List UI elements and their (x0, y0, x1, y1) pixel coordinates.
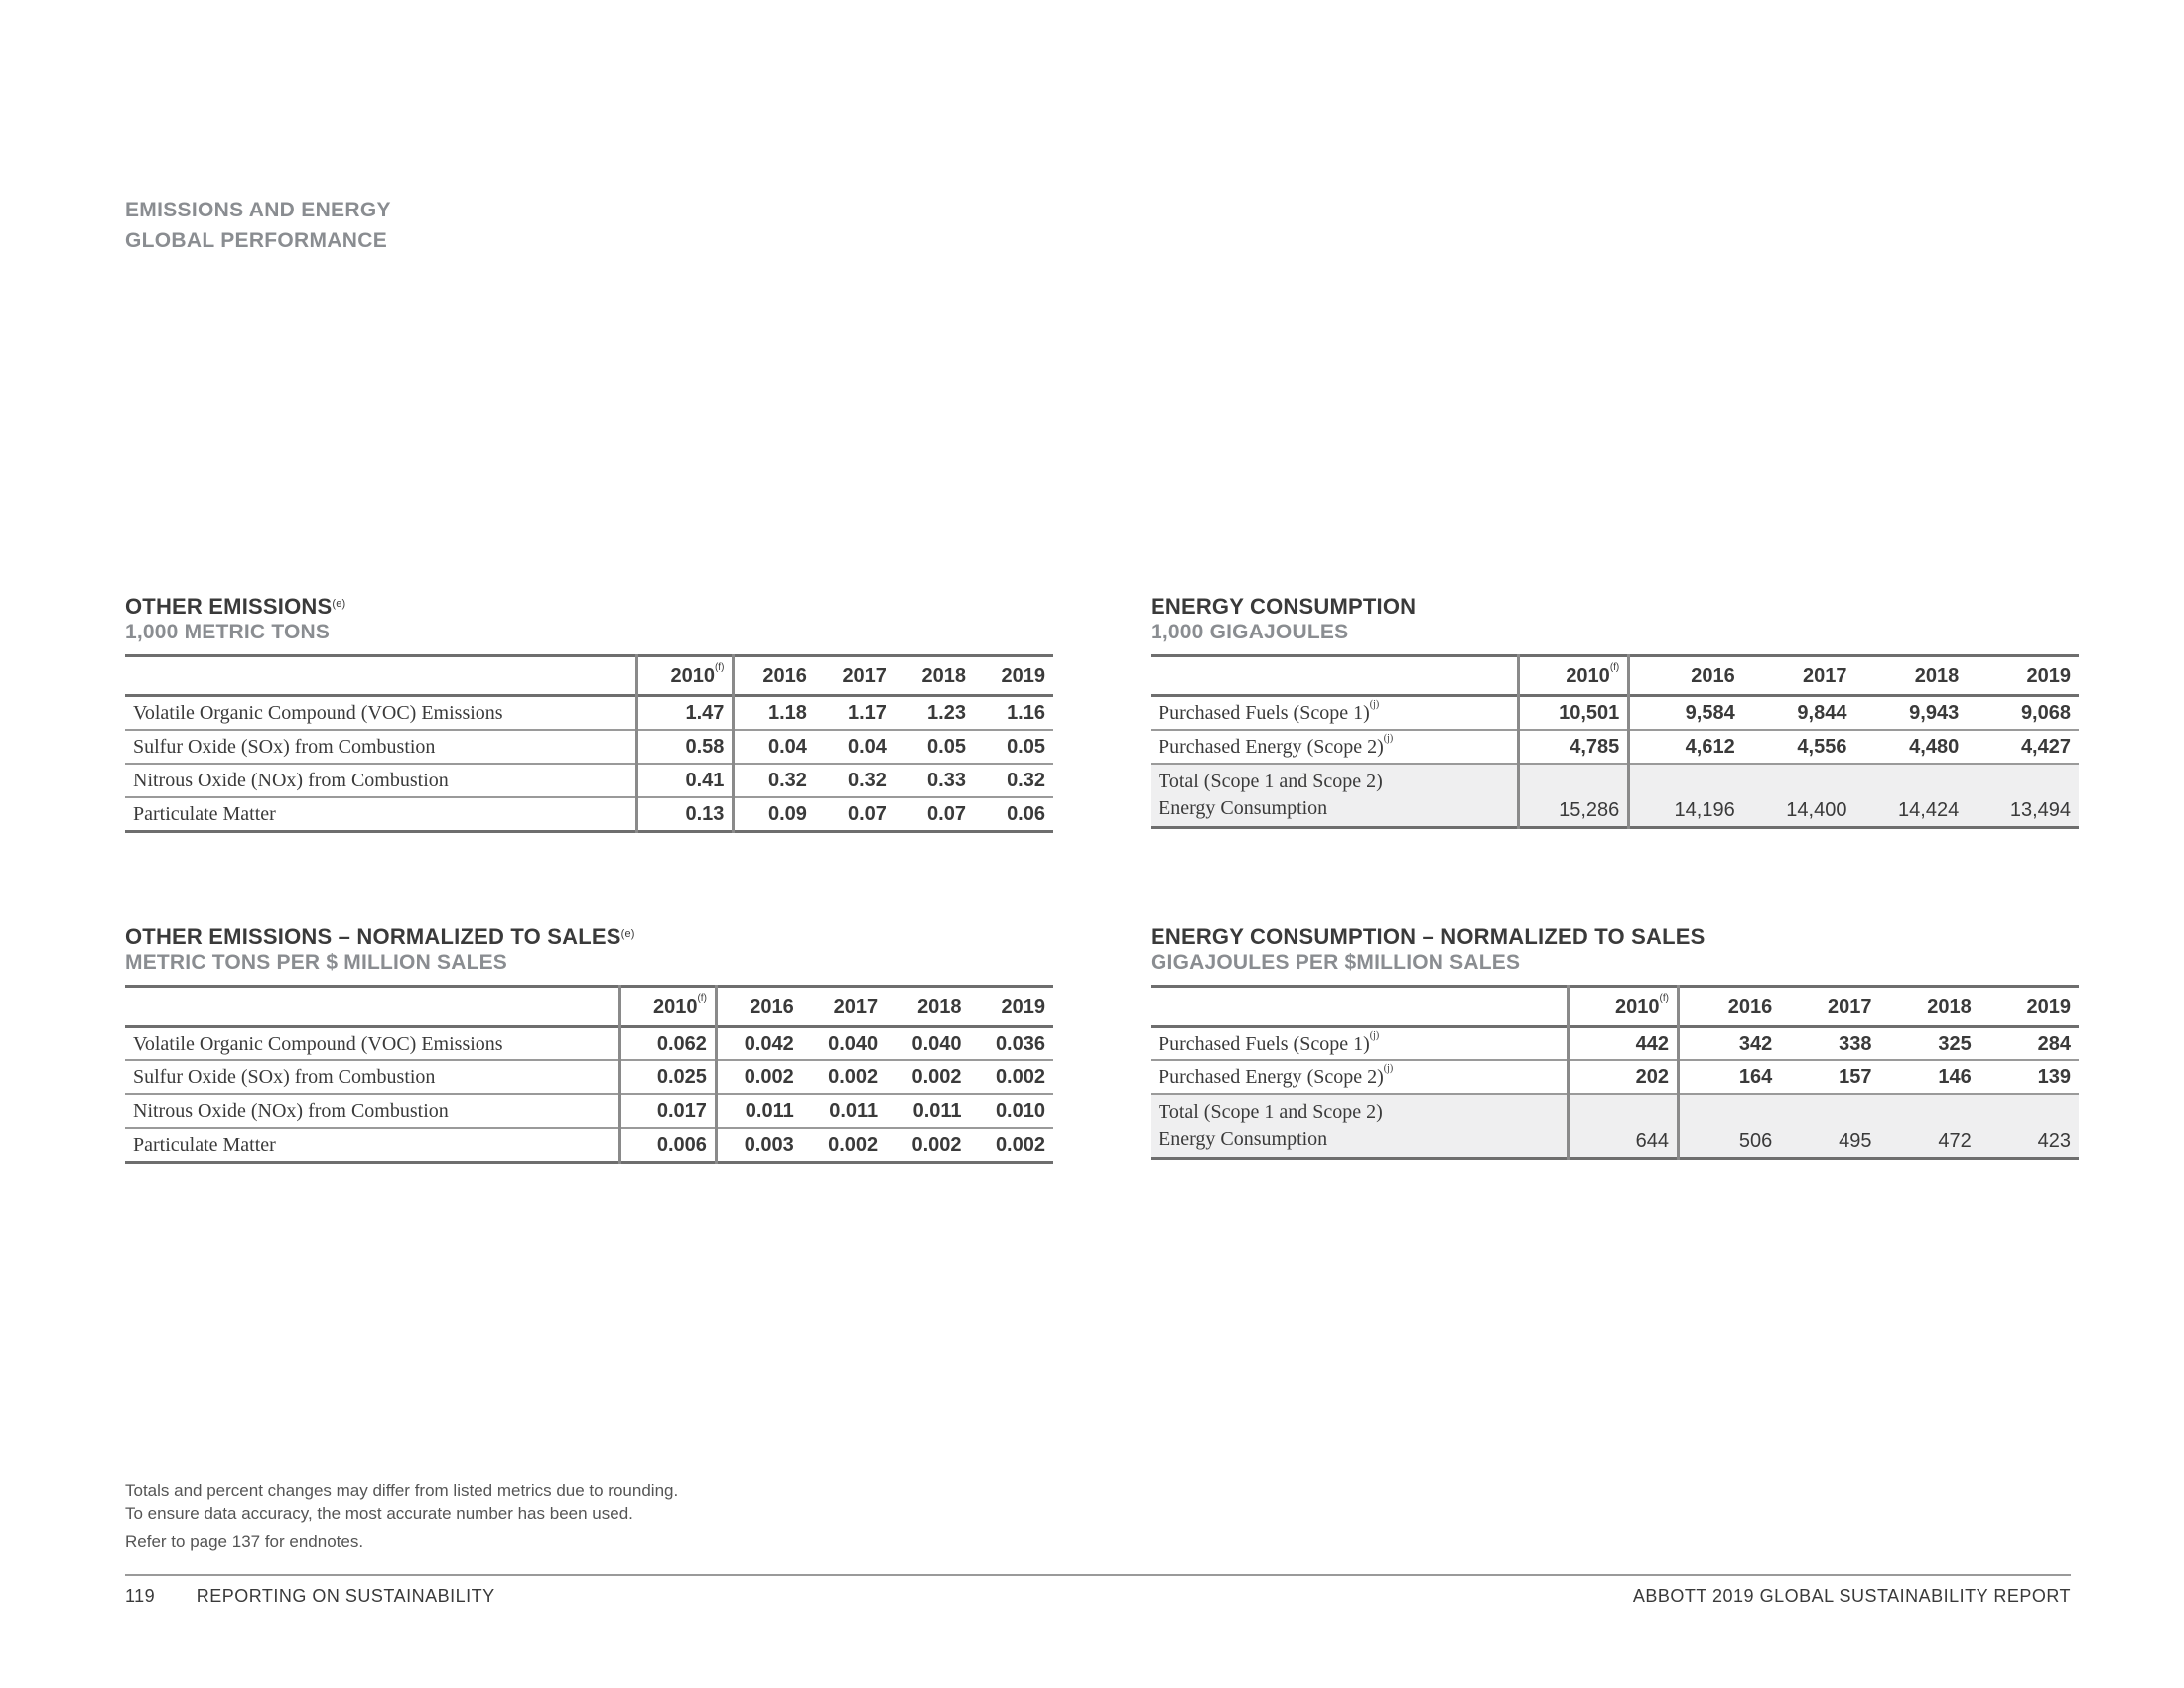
cell: 0.32 (848, 769, 887, 791)
cell: 157 (1839, 1065, 1872, 1088)
table-header-row (1151, 656, 2079, 696)
row-label: Nitrous Oxide (NOx) from Combustion (133, 1099, 449, 1122)
table-header-row (125, 656, 1053, 696)
row-label: Volatile Organic Compound (VOC) Emissions (133, 701, 503, 724)
table-row (125, 797, 1053, 832)
other-emissions-normalized-table (125, 985, 1053, 1164)
year-header: 2016 (762, 664, 807, 687)
row-label: Sulfur Oxide (SOx) from Combustion (133, 735, 436, 758)
year-header: 2010$^{(f)}$ (619, 987, 716, 1027)
report-title: ABBOTT 2019 GLOBAL SUSTAINABILITY REPORT (1632, 1586, 2071, 1606)
cell: 284 (2037, 1032, 2071, 1055)
cell: 139 (2037, 1065, 2071, 1088)
cell: 0.002 (744, 1065, 794, 1088)
cell: 4,556 (1797, 735, 1847, 758)
table-header-row (1151, 987, 2079, 1027)
cell: 146 (1938, 1065, 1972, 1088)
cell: 1.18 (767, 701, 807, 724)
other-emissions-table (125, 654, 1053, 833)
page-number: 119 (125, 1586, 156, 1606)
cell: 442 (1568, 1027, 1678, 1061)
table-row (125, 1094, 1053, 1128)
cell: 0.042 (744, 1032, 794, 1055)
cell: 4,480 (1909, 735, 1960, 758)
cell: 14,424 (1854, 764, 1967, 828)
cell: 0.011 (912, 1099, 962, 1122)
cell: 0.002 (911, 1065, 962, 1088)
cell: 0.05 (927, 735, 966, 758)
cell: 495 (1780, 1094, 1879, 1159)
cell: 0.07 (927, 802, 966, 825)
cell: 13,494 (1967, 764, 2079, 828)
cell: 0.017 (619, 1094, 716, 1128)
cell: 0.062 (619, 1027, 716, 1061)
year-header: 2019 (1001, 995, 1045, 1018)
cell: 0.32 (767, 769, 807, 791)
cell: 0.04 (848, 735, 887, 758)
year-header: 2016 (750, 995, 794, 1018)
row-label: Purchased Energy (Scope 2)$^{(j)}$ (1159, 732, 1394, 758)
total-row (1151, 764, 2079, 828)
cell: 14,196 (1629, 764, 1743, 828)
cell: 0.002 (828, 1065, 879, 1088)
table-title: OTHER EMISSIONS – NORMALIZED TO SALES$^{(e)}$ (125, 924, 635, 949)
year-header: 2017 (833, 995, 879, 1018)
year-header: 2010$^{(f)}$ (1519, 656, 1629, 696)
cell: 9,584 (1685, 701, 1735, 724)
cell: 338 (1839, 1032, 1872, 1055)
header-line-1: EMISSIONS AND ENERGY (125, 199, 391, 221)
year-header: 2018 (921, 664, 966, 687)
cell: 0.011 (829, 1099, 879, 1122)
table-unit: GIGAJOULES PER $MILLION SALES (1151, 951, 1521, 974)
row-label: Purchased Fuels (Scope 1)$^{(j)}$ (1159, 1029, 1380, 1055)
cell: 0.33 (927, 769, 966, 791)
table-row (1151, 1060, 2079, 1094)
year-header: 2016 (1727, 995, 1773, 1018)
year-header: 2019 (2026, 995, 2071, 1018)
other-emissions-normalized-block (125, 923, 1053, 1164)
footnote-line: Totals and percent changes may differ from listed metrics due to rounding. (125, 1481, 679, 1500)
cell: 1.47 (637, 696, 734, 731)
cell: 0.002 (911, 1133, 962, 1156)
year-header: 2016 (1691, 664, 1735, 687)
cell: 1.17 (848, 701, 887, 724)
table-row (1151, 730, 2079, 764)
cell: 0.010 (995, 1099, 1045, 1122)
table-unit: METRIC TONS PER $ MILLION SALES (125, 951, 508, 974)
cell: 0.002 (828, 1133, 879, 1156)
cell: 0.002 (995, 1133, 1045, 1156)
table-row (125, 1060, 1053, 1094)
table-title: ENERGY CONSUMPTION (1151, 594, 1417, 619)
table-row (1151, 1027, 2079, 1061)
cell: 472 (1879, 1094, 1979, 1159)
row-label: Sulfur Oxide (SOx) from Combustion (133, 1065, 436, 1088)
year-header: 2019 (1001, 664, 1045, 687)
total-row (1151, 1094, 2079, 1159)
cell: 0.41 (637, 764, 734, 797)
cell: 0.07 (848, 802, 887, 825)
section-name: REPORTING ON SUSTAINABILITY (196, 1586, 495, 1606)
footer-divider (125, 1574, 2071, 1576)
footnotes (125, 1479, 678, 1553)
cell: 423 (1979, 1094, 2079, 1159)
footnote-line: To ensure data accuracy, the most accurate number has been used. (125, 1504, 633, 1523)
energy-consumption-normalized-block (1151, 923, 2079, 1160)
cell: 644 (1568, 1094, 1678, 1159)
table-row (125, 730, 1053, 764)
cell: 9,068 (2020, 701, 2071, 724)
table-unit: 1,000 GIGAJOULES (1151, 621, 1349, 643)
table-row (1151, 696, 2079, 731)
year-header: 2018 (1927, 995, 1972, 1018)
cell: 164 (1738, 1065, 1773, 1088)
footer-left (125, 1586, 495, 1607)
cell: 0.006 (619, 1128, 716, 1163)
table-row (125, 696, 1053, 731)
cell: 0.003 (744, 1133, 794, 1156)
total-label: Total (Scope 1 and Scope 2) Energy Consumption (1151, 1094, 1568, 1159)
energy-consumption-block (1151, 593, 2079, 829)
cell: 0.036 (995, 1032, 1045, 1055)
total-label: Total (Scope 1 and Scope 2) Energy Consumption (1151, 764, 1519, 828)
cell: 342 (1738, 1032, 1773, 1055)
cell: 9,943 (1909, 701, 1960, 724)
row-label: Particulate Matter (133, 802, 276, 825)
year-header: 2017 (1827, 995, 1872, 1018)
cell: 10,501 (1519, 696, 1629, 731)
cell: 4,612 (1685, 735, 1735, 758)
endnotes-reference: Refer to page 137 for endnotes. (125, 1532, 364, 1551)
table-row (125, 764, 1053, 797)
year-header: 2019 (2026, 664, 2071, 687)
table-row (125, 1128, 1053, 1163)
row-label: Volatile Organic Compound (VOC) Emissions (133, 1032, 503, 1055)
cell: 0.05 (1007, 735, 1045, 758)
year-header: 2010$^{(f)}$ (1568, 987, 1678, 1027)
year-header: 2010$^{(f)}$ (637, 656, 734, 696)
page-header (125, 195, 391, 256)
row-label: Purchased Energy (Scope 2)$^{(j)}$ (1159, 1062, 1394, 1088)
cell: 1.23 (927, 701, 966, 724)
cell: 0.040 (828, 1032, 879, 1055)
cell: 0.13 (637, 797, 734, 832)
energy-consumption-normalized-table (1151, 985, 2079, 1160)
cell: 0.040 (911, 1032, 962, 1055)
table-unit: 1,000 METRIC TONS (125, 621, 331, 643)
row-label: Particulate Matter (133, 1133, 276, 1156)
energy-consumption-table (1151, 654, 2079, 829)
cell: 0.04 (767, 735, 807, 758)
cell: 325 (1938, 1032, 1972, 1055)
year-header: 2017 (1802, 664, 1847, 687)
other-emissions-block (125, 593, 1053, 833)
cell: 0.002 (995, 1065, 1045, 1088)
year-header: 2018 (917, 995, 962, 1018)
row-label: Purchased Fuels (Scope 1)$^{(j)}$ (1159, 698, 1380, 724)
year-header: 2018 (1914, 664, 1960, 687)
header-line-2: GLOBAL PERFORMANCE (125, 229, 388, 252)
cell: 506 (1678, 1094, 1780, 1159)
cell: 0.09 (767, 802, 807, 825)
cell: 0.06 (1007, 802, 1045, 825)
cell: 4,427 (2020, 735, 2071, 758)
cell: 4,785 (1519, 730, 1629, 764)
cell: 9,844 (1797, 701, 1847, 724)
table-row (125, 1027, 1053, 1061)
cell: 14,400 (1743, 764, 1855, 828)
table-title: ENERGY CONSUMPTION – NORMALIZED TO SALES (1151, 924, 1706, 949)
cell: 1.16 (1007, 701, 1045, 724)
cell: 15,286 (1519, 764, 1629, 828)
cell: 0.58 (637, 730, 734, 764)
cell: 0.025 (619, 1060, 716, 1094)
cell: 0.011 (745, 1099, 794, 1122)
year-header: 2017 (842, 664, 887, 687)
row-label: Nitrous Oxide (NOx) from Combustion (133, 769, 449, 791)
cell: 202 (1568, 1060, 1678, 1094)
cell: 0.32 (1007, 769, 1045, 791)
table-title: OTHER EMISSIONS$^{(e)}$ (125, 594, 346, 619)
table-header-row (125, 987, 1053, 1027)
